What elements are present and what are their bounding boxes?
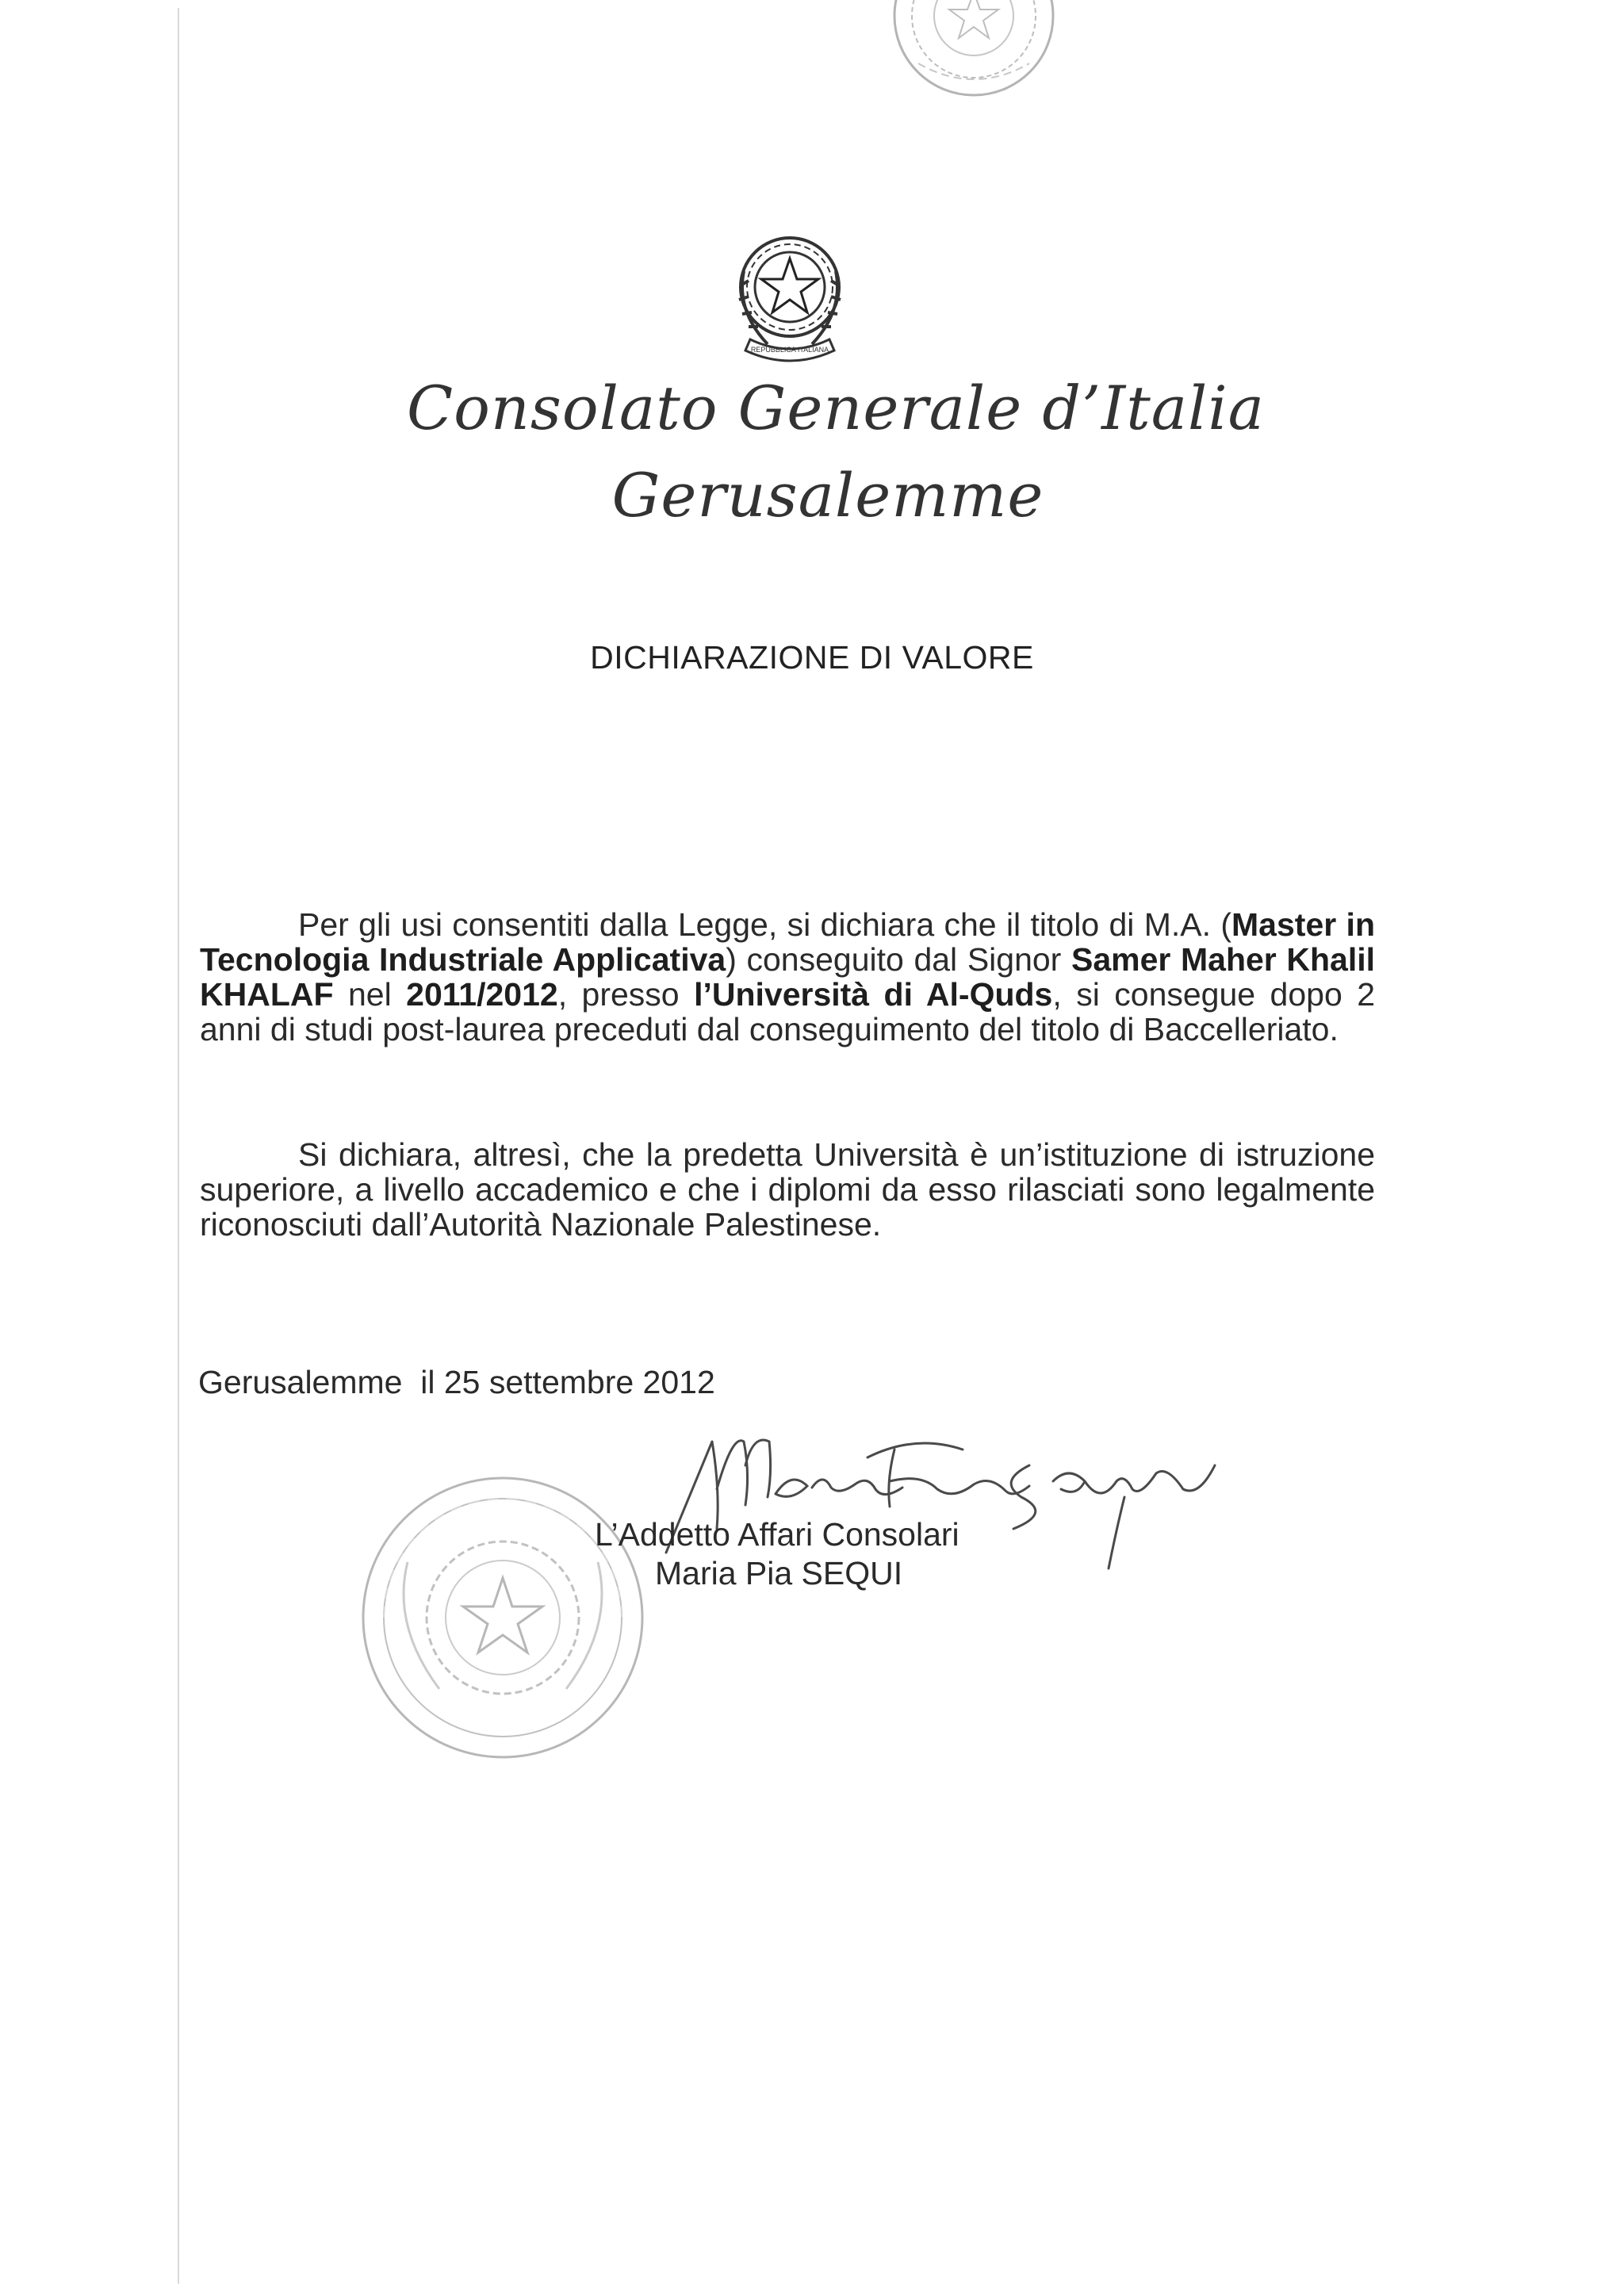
para1-text-1: Per gli usi consentiti dalla Legge, si dichiara che il titolo di M.A. ( [298, 906, 1232, 943]
consulate-title: Consolato Generale d’Italia [407, 373, 1265, 443]
para1-text-3: nel [333, 976, 407, 1013]
declaration-paragraph-2: Si dichiara, altresì, che la predetta Università è un’istituzione di istruzione superiore, a livello accademico e che i diplomi da esso rilasciati sono legalmente riconosciuti dall’Autorità Nazionale Palestinese. [200, 1136, 1375, 1243]
document-heading: DICHIARAZIONE DI VALORE [590, 639, 1034, 676]
signer-role: L’Addetto Affari Consolari [595, 1516, 959, 1553]
graduate-name: Samer Maher Khalil KHALAF [200, 941, 1376, 1013]
emblem-ribbon-text: REPUBBLICA ITALIANA [750, 346, 829, 354]
italian-republic-emblem-icon [720, 224, 860, 363]
scan-margin-line [178, 8, 179, 2284]
degree-title: Master in Tecnologia Industriale Applicativa [200, 906, 1375, 978]
para1-text-4: , presso [557, 976, 695, 1013]
signer-name: Maria Pia SEQUI [655, 1555, 903, 1591]
para1-text-5: , si consegue dopo 2 anni di studi post-laurea preceduti dal conseguimento del titolo di Baccelleriato. [200, 976, 1375, 1047]
consular-seal-bottom-icon [352, 1467, 653, 1768]
university-name: l’Università di Al-Quds [694, 976, 1053, 1013]
place-and-date: Gerusalemme il 25 settembre 2012 [198, 1364, 715, 1400]
para1-text-2: ) conseguito dal Signor [726, 941, 1071, 978]
academic-year: 2011/2012 [406, 976, 558, 1013]
consular-stamp-top-icon [887, 0, 1061, 119]
consulate-city: Gerusalemme [611, 460, 1044, 530]
declaration-paragraph-1 [200, 907, 1375, 1047]
